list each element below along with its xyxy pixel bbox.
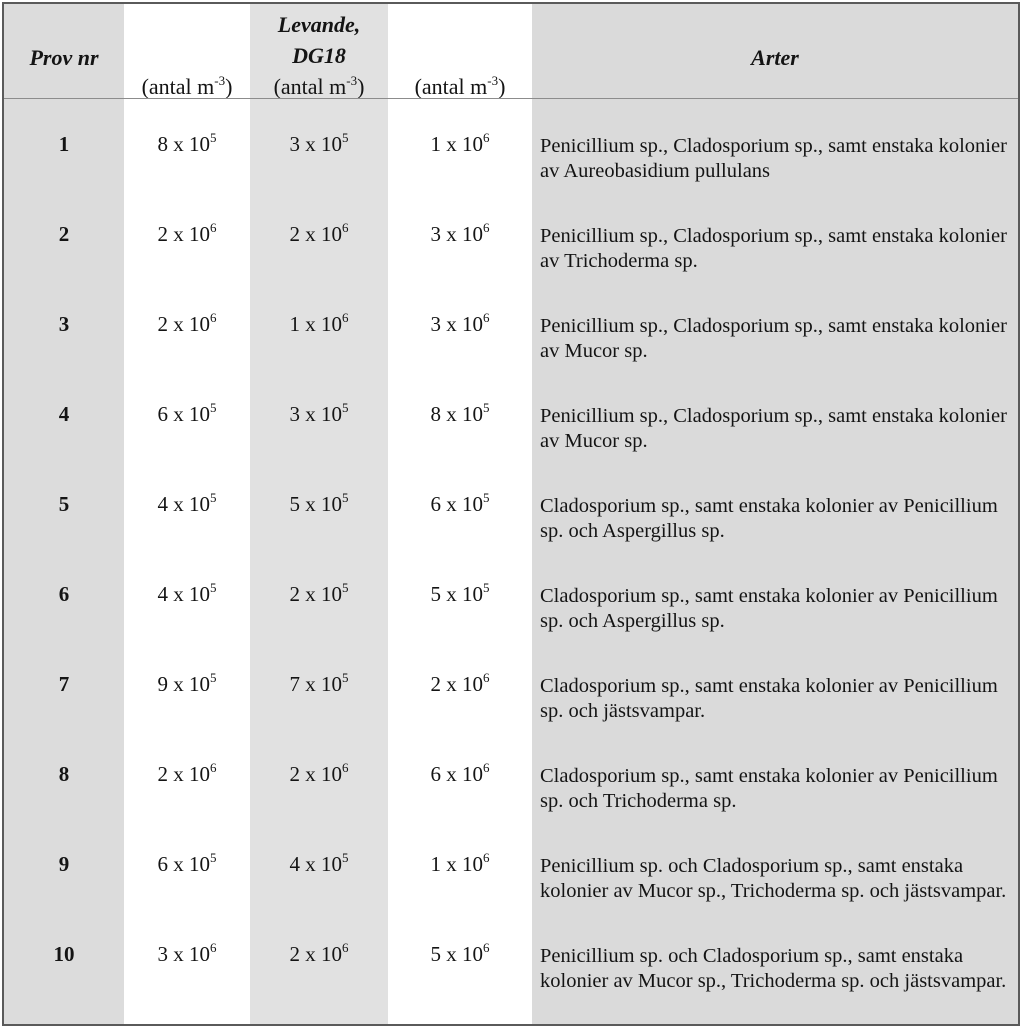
arter-text: Cladosporium sp., samt enstaka kolonier av Penicillium sp. och Aspergillus sp. <box>540 585 998 632</box>
value-dg18: 7 x $10^5$ <box>289 670 349 696</box>
value-col1: 6 x $10^5$ <box>157 850 217 876</box>
arter-text: Penicillium sp. och Cladosporium sp., samt enstaka kolonier av Mucor sp., Trichoderma sp. och jästsvampar. <box>540 855 1007 902</box>
header-col2-unit: (antal $m^{-3}$) <box>273 73 365 99</box>
arter-text: Penicillium sp., Cladosporium sp., samt enstaka kolonier av Aureobasidium pullulans <box>540 135 1007 182</box>
table-row <box>4 402 1018 492</box>
value-dg18: 3 x $10^5$ <box>289 130 349 156</box>
value-dg18: 2 x $10^6$ <box>289 760 349 786</box>
arter-text: Cladosporium sp., samt enstaka kolonier av Penicillium sp. och jästsvampar. <box>540 675 998 722</box>
table-row <box>4 312 1018 402</box>
value-col1: 2 x $10^6$ <box>157 760 217 786</box>
header-col2-title-line1: Levande, <box>277 12 361 37</box>
value-col3: 1 x $10^6$ <box>430 130 490 156</box>
value-col1: 4 x $10^5$ <box>157 580 217 606</box>
value-col3: 3 x $10^6$ <box>430 220 490 246</box>
value-dg18: 4 x $10^5$ <box>289 850 349 876</box>
prov-nr: 4 <box>58 402 70 426</box>
table-row <box>4 942 1018 1026</box>
table-row <box>4 852 1018 942</box>
value-dg18: 2 x $10^6$ <box>289 940 349 966</box>
value-dg18: 2 x $10^6$ <box>289 220 349 246</box>
value-col1: 3 x $10^6$ <box>157 940 217 966</box>
table-row <box>4 582 1018 672</box>
value-col3: 5 x $10^5$ <box>430 580 490 606</box>
arter-text: Penicillium sp. och Cladosporium sp., samt enstaka kolonier av Mucor sp., Trichoderma sp. och jästsvampar. <box>540 945 1007 992</box>
header-col2-title-line2: DG18 <box>292 43 346 68</box>
value-col1: 2 x $10^6$ <box>157 220 217 246</box>
value-dg18: 5 x $10^5$ <box>289 490 349 516</box>
header-prov: Prov nr <box>29 45 99 70</box>
prov-nr: 10 <box>53 942 75 966</box>
prov-nr: 6 <box>58 582 70 606</box>
value-dg18: 3 x $10^5$ <box>289 400 349 426</box>
table-row <box>4 492 1018 582</box>
table-row <box>4 222 1018 312</box>
value-col3: 3 x $10^6$ <box>430 310 490 336</box>
prov-nr: 8 <box>58 762 70 786</box>
prov-nr: 1 <box>58 132 70 156</box>
value-col1: 4 x $10^5$ <box>157 490 217 516</box>
value-col1: 9 x $10^5$ <box>157 670 217 696</box>
value-col3: 5 x $10^6$ <box>430 940 490 966</box>
prov-nr: 3 <box>58 312 70 336</box>
value-col1: 6 x $10^5$ <box>157 400 217 426</box>
value-col3: 2 x $10^6$ <box>430 670 490 696</box>
value-dg18: 2 x $10^5$ <box>289 580 349 606</box>
table-row <box>4 762 1018 852</box>
prov-nr: 5 <box>58 492 70 516</box>
table-row <box>4 672 1018 762</box>
prov-nr: 2 <box>58 222 70 246</box>
arter-text: Penicillium sp., Cladosporium sp., samt enstaka kolonier av Mucor sp. <box>540 315 1007 362</box>
value-col1: 8 x $10^5$ <box>157 130 217 156</box>
prov-nr: 9 <box>58 852 70 876</box>
table-row <box>4 132 1018 222</box>
value-col1: 2 x $10^6$ <box>157 310 217 336</box>
header-col3-unit: (antal $m^{-3}$) <box>414 73 506 99</box>
arter-text: Penicillium sp., Cladosporium sp., samt enstaka kolonier av Mucor sp. <box>540 405 1007 452</box>
header-col1-unit: (antal $m^{-3}$) <box>141 73 233 99</box>
value-dg18: 1 x $10^6$ <box>289 310 349 336</box>
prov-nr: 7 <box>58 672 70 696</box>
value-col3: 1 x $10^6$ <box>430 850 490 876</box>
value-col3: 6 x $10^5$ <box>430 490 490 516</box>
value-col3: 8 x $10^5$ <box>430 400 490 426</box>
arter-text: Cladosporium sp., samt enstaka kolonier av Penicillium sp. och Aspergillus sp. <box>540 495 998 542</box>
value-col3: 6 x $10^6$ <box>430 760 490 786</box>
arter-text: Penicillium sp., Cladosporium sp., samt enstaka kolonier av Trichoderma sp. <box>540 225 1007 272</box>
arter-text: Cladosporium sp., samt enstaka kolonier av Penicillium sp. och Trichoderma sp. <box>540 765 998 812</box>
header-divider <box>4 98 1018 99</box>
header-arter: Arter <box>751 45 799 70</box>
results-table <box>2 2 1020 1026</box>
